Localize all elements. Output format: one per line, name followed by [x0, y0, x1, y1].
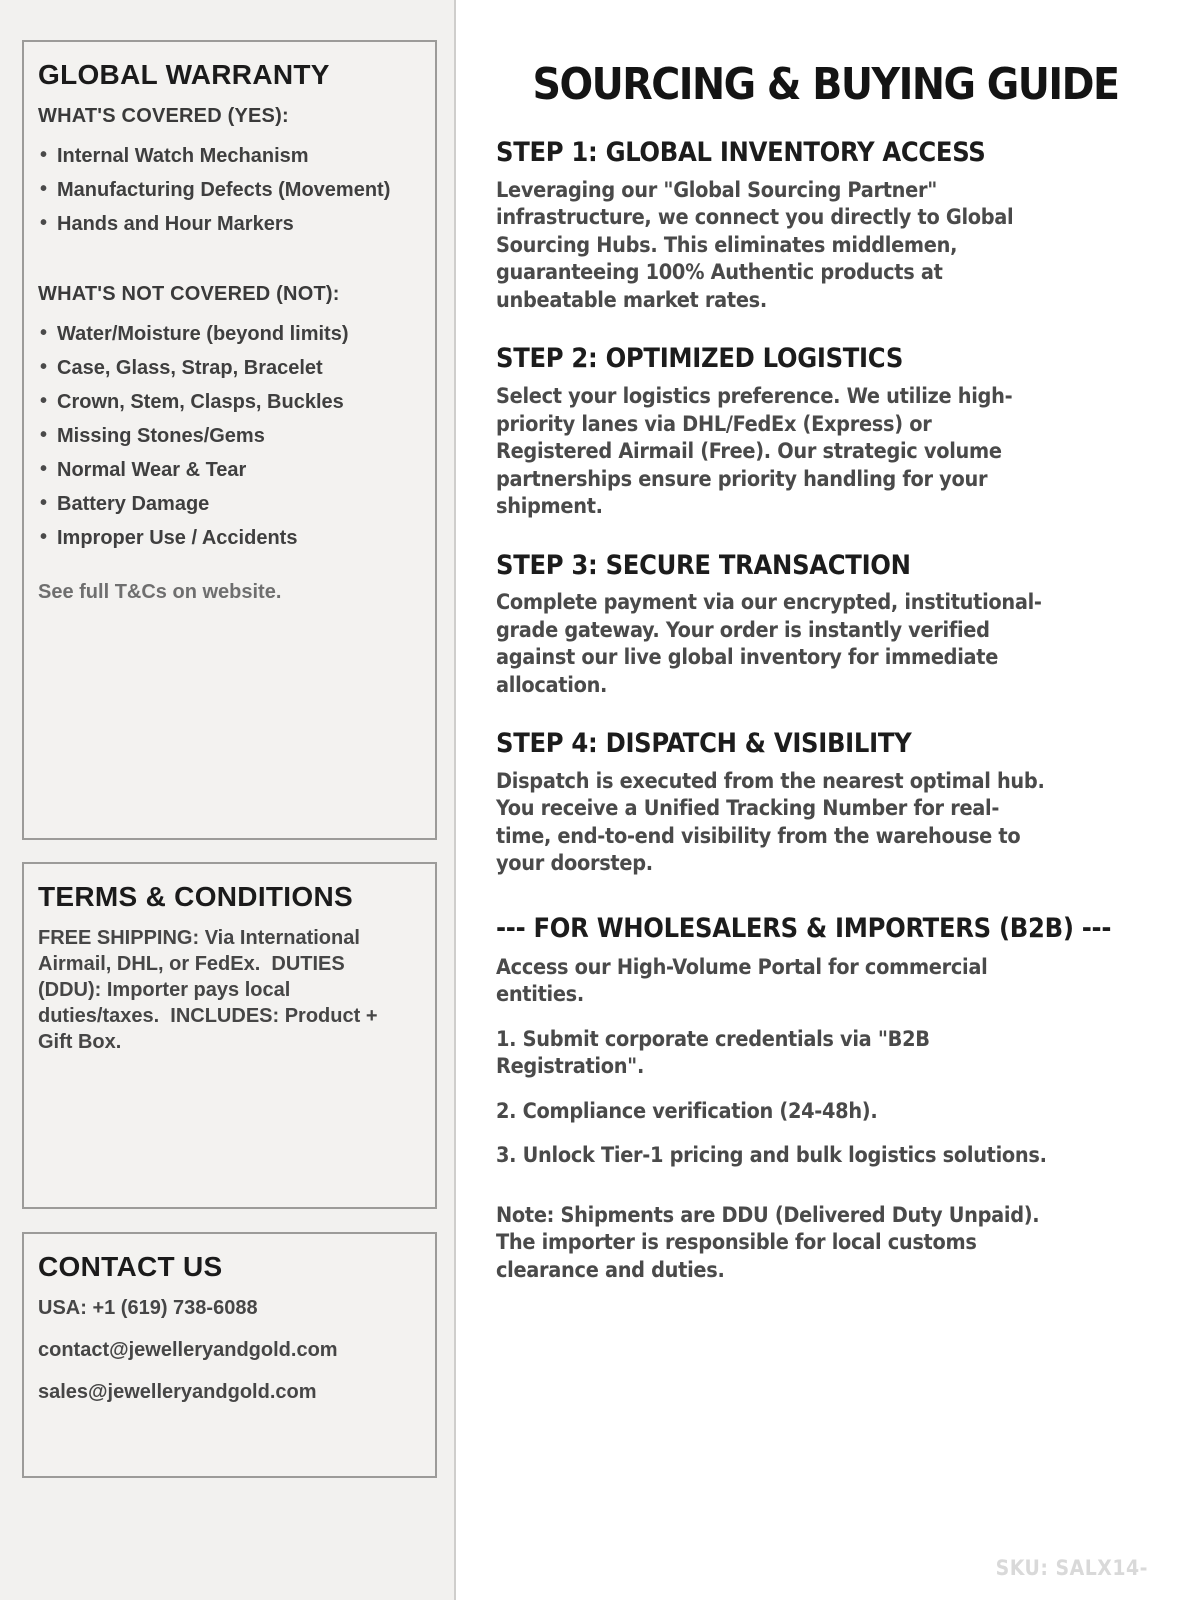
step-1-heading: STEP 1: GLOBAL INVENTORY ACCESS	[496, 137, 986, 169]
step-2-heading: STEP 2: OPTIMIZED LOGISTICS	[496, 343, 904, 375]
b2b-item-2: 2. Compliance verification (24-48h).	[496, 1098, 878, 1124]
info-sidebar	[0, 0, 456, 1600]
b2b-item-3: 3. Unlock Tier-1 pricing and bulk logistics solutions.	[496, 1143, 1047, 1169]
step-4-section	[496, 729, 1155, 878]
covered-item: • Internal Watch Mechanism	[38, 146, 421, 167]
step-2-section	[496, 344, 1155, 520]
page-title: SOURCING & BUYING GUIDE	[532, 59, 1119, 110]
covered-item: • Hands and Hour Markers	[38, 214, 421, 235]
step-3-section	[496, 551, 1155, 700]
sku-label: SKU: SALX14-	[995, 1556, 1148, 1580]
not-covered-item: • Improper Use / Accidents	[38, 528, 421, 549]
b2b-intro: Access our High-Volume Portal for commercial entities.	[496, 954, 988, 1008]
not-covered-item: • Missing Stones/Gems	[38, 426, 421, 447]
not-covered-item: • Water/Moisture (beyond limits)	[38, 324, 421, 345]
covered-list	[38, 146, 421, 235]
sales-email: sales@jewelleryandgold.com	[38, 1380, 317, 1403]
step-1-body: Leveraging our "Global Sourcing Partner" infrastructure, we connect you directly to Global Sourcing Hubs. This eliminates middlemen, guaranteeing 100% Authentic products at unbeatable market rates.	[496, 177, 1014, 313]
contact-panel	[22, 1232, 437, 1478]
covered-item: • Manufacturing Defects (Movement)	[38, 180, 421, 201]
terms-body: FREE SHIPPING: Via International Airmail, DHL, or FedEx. DUTIES (DDU): Importer pays local duties/taxes. INCLUDES: Product + Gift Box.	[38, 926, 384, 1053]
step-4-body: Dispatch is executed from the nearest optimal hub. You receive a Unified Tracking Number for real-time, end-to-end visibility from the warehouse to your doorstep.	[496, 768, 1045, 877]
covered-heading: WHAT'S COVERED (YES):	[38, 104, 289, 127]
warranty-footnote: See full T&Cs on website.	[38, 580, 282, 603]
step-3-heading: STEP 3: SECURE TRANSACTION	[496, 549, 911, 581]
step-3-body: Complete payment via our encrypted, institutional-grade gateway. Your order is instantly verified against our live global inventory for immediate allocation.	[496, 590, 1042, 698]
ddu-note: Note: Shipments are DDU (Delivered Duty Unpaid). The importer is responsible for local customs clearance and duties.	[496, 1202, 1040, 1283]
not-covered-item: • Case, Glass, Strap, Bracelet	[38, 358, 421, 379]
step-1-section	[496, 138, 1155, 314]
terms-title: TERMS & CONDITIONS	[38, 881, 353, 912]
b2b-section	[496, 914, 1155, 1170]
global-warranty-panel	[22, 40, 437, 840]
not-covered-list	[38, 324, 421, 549]
not-covered-heading: WHAT'S NOT COVERED (NOT):	[38, 282, 340, 305]
step-4-heading: STEP 4: DISPATCH & VISIBILITY	[496, 728, 912, 760]
sourcing-guide-main	[458, 0, 1200, 1600]
not-covered-item: • Normal Wear & Tear	[38, 460, 421, 481]
not-covered-item: • Battery Damage	[38, 494, 421, 515]
contact-email: contact@jewelleryandgold.com	[38, 1338, 338, 1361]
terms-panel	[22, 862, 437, 1209]
b2b-heading: --- FOR WHOLESALERS & IMPORTERS (B2B) ---	[496, 912, 1112, 944]
not-covered-item: • Crown, Stem, Clasps, Buckles	[38, 392, 421, 413]
contact-title: CONTACT US	[38, 1251, 223, 1282]
contact-phone: USA: +1 (619) 738-6088	[38, 1296, 258, 1319]
step-2-body: Select your logistics preference. We utilize high-priority lanes via DHL/FedEx (Express) or Registered Airmail (Free). Our strategic volume partnerships ensure priority handling for your shipment.	[496, 384, 1013, 520]
warranty-title: GLOBAL WARRANTY	[38, 59, 330, 90]
b2b-item-1: 1. Submit corporate credentials via "B2B Registration".	[496, 1026, 930, 1080]
